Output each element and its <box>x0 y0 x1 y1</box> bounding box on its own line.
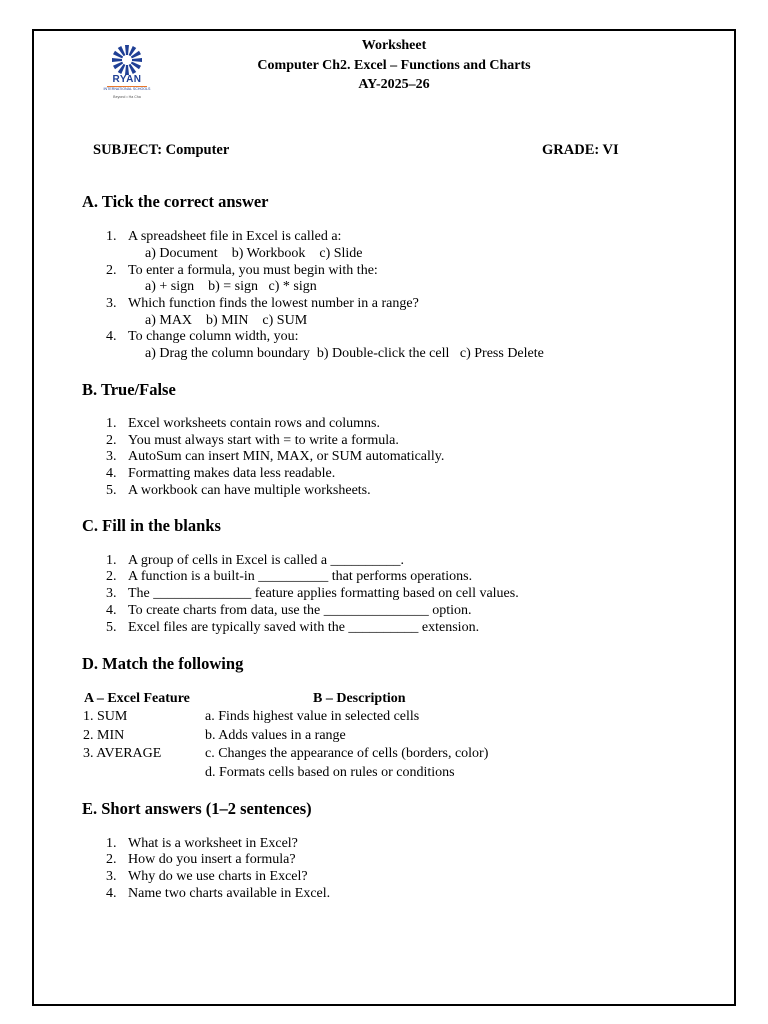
list-item: 3. AutoSum can insert MIN, MAX, or SUM automatically. <box>106 449 445 464</box>
answer-options: a) + sign b) = sign c) * sign <box>145 279 317 294</box>
section-d-title: D. Match the following <box>82 654 244 673</box>
match-column-a-header: A – Excel Feature <box>84 691 190 706</box>
list-item: 4. Formatting makes data less readable. <box>106 466 336 481</box>
list-item: 1. Excel worksheets contain rows and columns. <box>106 416 380 431</box>
answer-options: a) MAX b) MIN c) SUM <box>145 313 308 328</box>
list-item: 1. What is a worksheet in Excel? <box>106 836 298 851</box>
match-description: d. Formats cells based on rules or conditions <box>205 765 455 780</box>
list-item: 3. The ______________ feature applies formatting based on cell values. <box>106 586 519 601</box>
list-item: 4. To create charts from data, use the _______________ option. <box>106 603 472 618</box>
list-item: 2. You must always start with = to write a formula. <box>106 433 399 448</box>
section-b-title: B. True/False <box>82 380 176 399</box>
logo-subtext: INTERNATIONAL SCHOOLS <box>103 87 151 91</box>
section-e-title: E. Short answers (1–2 sentences) <box>82 799 312 818</box>
section-a-title: A. Tick the correct answer <box>82 192 269 211</box>
list-item: 2. How do you insert a formula? <box>106 852 296 867</box>
sunburst-icon <box>102 44 152 78</box>
subject-label: SUBJECT: Computer <box>93 142 230 158</box>
chapter-title: Computer Ch2. Excel – Functions and Charts <box>257 58 531 73</box>
match-feature: 1. SUM <box>83 709 128 724</box>
list-item: 4. To change column width, you: <box>106 329 299 344</box>
academic-year: AY-2025–26 <box>358 77 430 92</box>
match-feature: 3. AVERAGE <box>83 746 162 761</box>
list-item: 1. A group of cells in Excel is called a __________. <box>106 553 405 568</box>
match-description: c. Changes the appearance of cells (borders, color) <box>205 746 489 761</box>
list-item: 2. A function is a built-in __________ that performs operations. <box>106 569 473 584</box>
list-item: 3. Why do we use charts in Excel? <box>106 869 308 884</box>
grade-label: GRADE: VI <box>542 142 619 158</box>
list-item: 3. Which function finds the lowest number in a range? <box>106 296 419 311</box>
logo-text: RYAN <box>112 74 142 85</box>
worksheet-heading: Worksheet <box>361 38 427 53</box>
school-logo <box>102 44 152 104</box>
match-column-b-header: B – Description <box>313 691 406 706</box>
list-item: 1. A spreadsheet file in Excel is called a: <box>106 229 342 244</box>
list-item: 4. Name two charts available in Excel. <box>106 886 331 901</box>
list-item: 5. A workbook can have multiple worksheets. <box>106 483 371 498</box>
section-c-title: C. Fill in the blanks <box>82 516 221 535</box>
answer-options: a) Drag the column boundary b) Double-click the cell c) Press Delete <box>145 346 544 361</box>
answer-options: a) Document b) Workbook c) Slide <box>145 246 363 261</box>
list-item: 5. Excel files are typically saved with the __________ extension. <box>106 620 480 635</box>
logo-tagline: Beyond • Ha Cha <box>113 95 141 99</box>
match-feature: 2. MIN <box>83 728 125 743</box>
match-description: b. Adds values in a range <box>205 728 346 743</box>
list-item: 2. To enter a formula, you must begin with the: <box>106 263 378 278</box>
match-description: a. Finds highest value in selected cells <box>205 709 420 724</box>
